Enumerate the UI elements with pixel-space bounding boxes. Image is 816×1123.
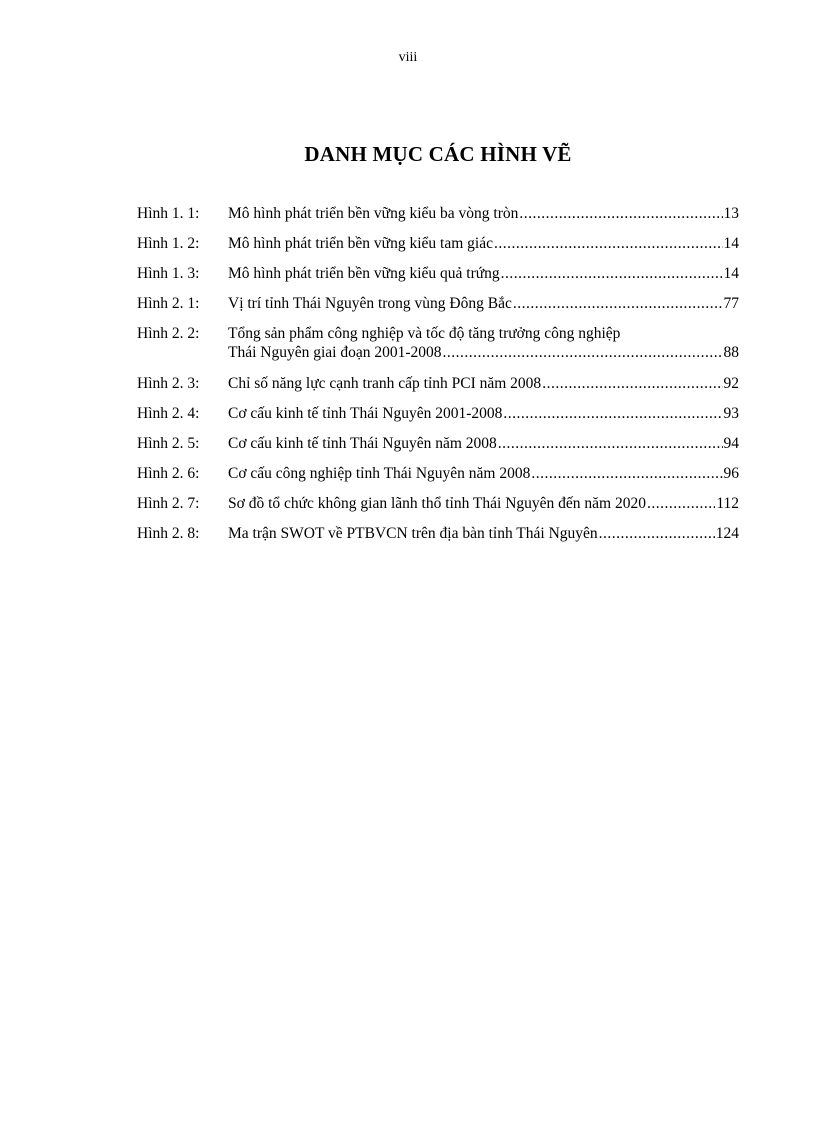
leader-row <box>228 234 739 253</box>
figure-label: Hình 2. 8: <box>137 525 200 542</box>
list-item <box>137 264 739 283</box>
figure-body <box>228 434 739 453</box>
list-item <box>137 204 739 223</box>
figure-title: Cơ cấu kinh tế tỉnh Thái Nguyên năm 2008 <box>228 435 497 452</box>
figure-title: Cơ cấu công nghiệp tỉnh Thái Nguyên năm 2008 <box>228 465 531 482</box>
figure-title: Sơ đồ tổ chức không gian lãnh thổ tỉnh Thái Nguyên đến năm 2020 <box>228 495 646 512</box>
dot-leader <box>542 374 722 393</box>
list-item <box>137 524 739 543</box>
figure-body <box>228 524 739 543</box>
figure-page-number: 14 <box>723 265 739 282</box>
dot-leader <box>498 434 723 453</box>
figure-title: Mô hình phát triển bền vững kiểu tam giác <box>228 235 493 252</box>
figure-page-number: 77 <box>723 295 739 312</box>
dot-leader <box>443 343 723 362</box>
figure-page-number: 14 <box>723 235 739 252</box>
dot-leader <box>501 264 723 283</box>
figure-page-number: 13 <box>723 205 739 222</box>
figure-page-number: 93 <box>723 405 739 422</box>
figure-label: Hình 1. 1: <box>137 205 200 222</box>
figure-title: Ma trận SWOT về PTBVCN trên địa bàn tỉnh Thái Nguyên <box>228 525 598 542</box>
leader-row <box>228 204 739 223</box>
figure-title: Mô hình phát triển bền vững kiểu ba vòng tròn <box>228 205 519 222</box>
list-item <box>137 234 739 253</box>
leader-row <box>228 343 739 362</box>
figure-page-number: 88 <box>723 344 739 361</box>
leader-row <box>228 494 739 513</box>
figure-body <box>228 404 739 423</box>
leader-row <box>228 294 739 313</box>
list-item <box>137 434 739 453</box>
leader-row <box>228 404 739 423</box>
leader-row <box>228 374 739 393</box>
figure-title: Thái Nguyên giai đoạn 2001-2008 <box>228 344 442 361</box>
figure-title: Vị trí tỉnh Thái Nguyên trong vùng Đông Bắc <box>228 295 512 312</box>
dot-leader <box>513 294 723 313</box>
figure-body <box>228 374 739 393</box>
dot-leader <box>519 204 722 223</box>
figure-list <box>137 204 739 554</box>
figure-label: Hình 2. 1: <box>137 295 200 312</box>
dot-leader <box>531 464 722 483</box>
figure-body <box>228 464 739 483</box>
figure-title: Mô hình phát triển bền vững kiểu quả trứng <box>228 265 500 282</box>
figure-body <box>228 294 739 313</box>
list-item <box>137 404 739 423</box>
dot-leader <box>503 404 722 423</box>
figure-body <box>228 264 739 283</box>
figure-label: Hình 2. 6: <box>137 465 200 482</box>
figure-page-number: 96 <box>723 465 739 482</box>
figure-body <box>228 204 739 223</box>
figure-title: Cơ cấu kinh tế tỉnh Thái Nguyên 2001-2008 <box>228 405 503 422</box>
figure-label: Hình 1. 3: <box>137 265 200 282</box>
figure-label: Hình 2. 2: <box>137 325 200 342</box>
figure-title-line1: Tổng sản phẩm công nghiệp và tốc độ tăng trưởng công nghiệp <box>228 325 621 342</box>
figure-label: Hình 2. 7: <box>137 495 200 512</box>
figure-label: Hình 2. 3: <box>137 375 200 392</box>
list-item <box>137 374 739 393</box>
list-item <box>137 464 739 483</box>
figure-body <box>228 494 739 513</box>
dot-leader <box>647 494 715 513</box>
page-number: viii <box>398 50 418 65</box>
list-item <box>137 494 739 513</box>
leader-row <box>228 434 739 453</box>
dot-leader <box>494 234 723 253</box>
leader-row <box>228 524 739 543</box>
leader-row <box>228 264 739 283</box>
figure-title: Chỉ số năng lực cạnh tranh cấp tỉnh PCI năm 2008 <box>228 375 542 392</box>
figure-label: Hình 2. 4: <box>137 405 200 422</box>
list-item <box>137 324 739 362</box>
figure-page-number: 92 <box>723 375 739 392</box>
figure-body <box>228 324 739 362</box>
figure-label: Hình 2. 5: <box>137 435 200 452</box>
figure-page-number: 112 <box>716 495 739 512</box>
figure-label: Hình 1. 2: <box>137 235 200 252</box>
dot-leader <box>599 524 715 543</box>
page-title: DANH MỤC CÁC HÌNH VẼ <box>304 142 572 166</box>
leader-row <box>228 464 739 483</box>
figure-body <box>228 234 739 253</box>
figure-page-number: 124 <box>715 525 739 542</box>
list-item <box>137 294 739 313</box>
figure-page-number: 94 <box>723 435 739 452</box>
